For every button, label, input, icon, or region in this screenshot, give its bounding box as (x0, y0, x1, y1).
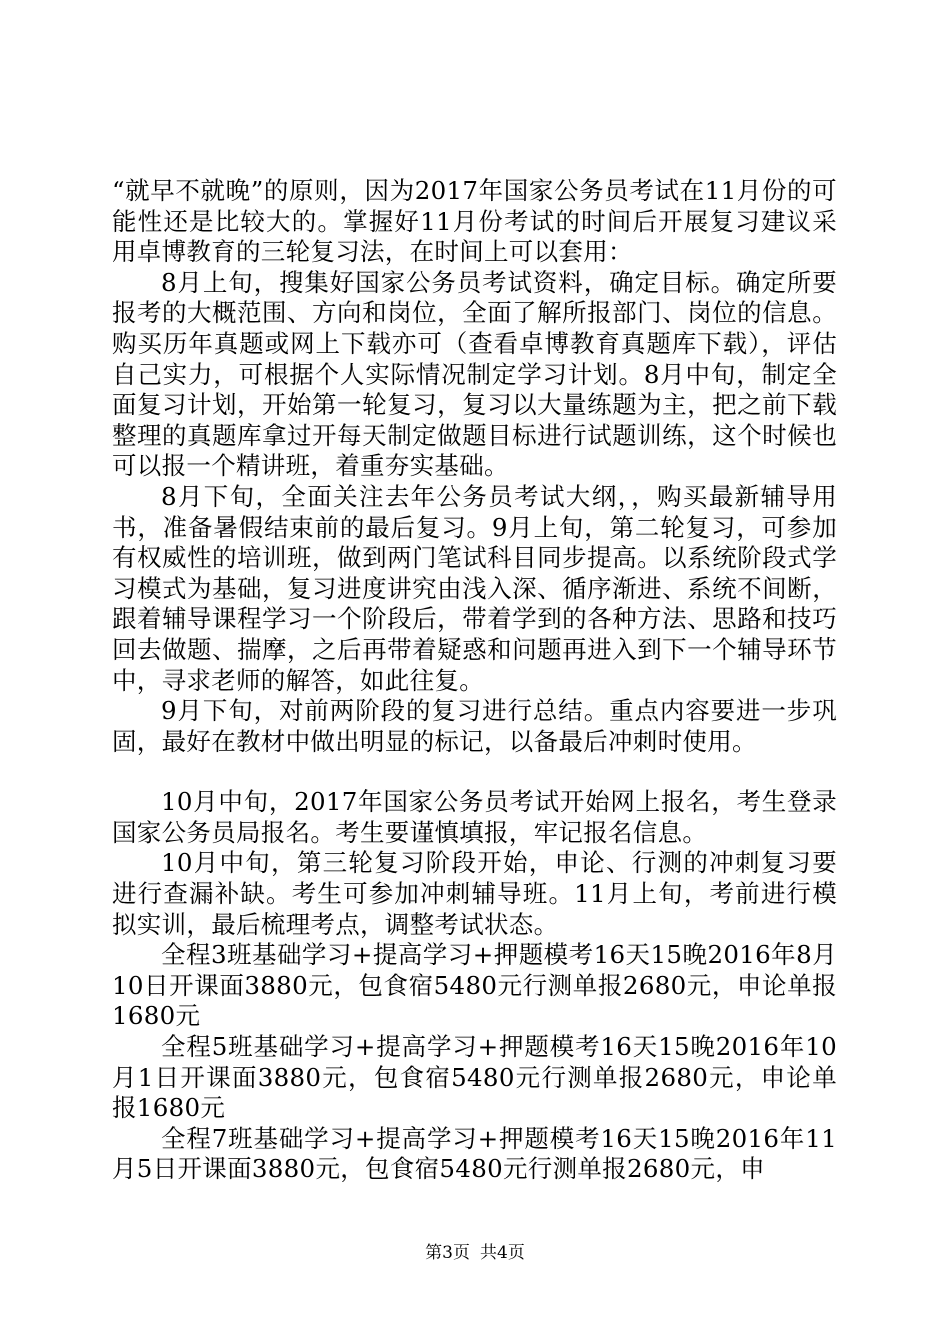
paragraph-gap (112, 757, 837, 787)
page-total: 共4页 (480, 1243, 525, 1263)
paragraph-6: 10月中旬，第三轮复习阶段开始，申论、行测的冲刺复习要进行查漏补缺。考生可参加冲刺辅导班。11月上旬，考前进行模拟实训，最后梳理考点，调整考试状态。 (112, 848, 837, 939)
paragraph-3: 8月下旬，全面关注去年公务员考试大纲，，购买最新辅导用书，准备暑假结束前的最后复习。9月上旬，第二轮复习，可参加有权威性的培训班，做到两门笔试科目同步提高。以系统阶段式学习模式为基础，复习进度讲究由浅入深、循序渐进、系统不间断，跟着辅导课程学习一个阶段后，带着学到的各种方法、思路和技巧回去做题、揣摩，之后再带着疑惑和问题再进入到下一个辅导环节中，寻求老师的解答，如此往复。 (112, 481, 837, 695)
paragraph-9: 全程7班基础学习+提高学习+押题模考16天15晚2016年11月5日开课面3880元，包食宿5480元行测单报2680元，申 (112, 1123, 837, 1184)
paragraph-8: 全程5班基础学习+提高学习+押题模考16天15晚2016年10月1日开课面3880元，包食宿5480元行测单报2680元，申论单报1680元 (112, 1032, 837, 1123)
document-body (112, 176, 837, 1185)
paragraph-4: 9月下旬，对前两阶段的复习进行总结。重点内容要进一步巩固，最好在教材中做出明显的标记，以备最后冲刺时使用。 (112, 696, 837, 756)
paragraph-5: 10月中旬，2017年国家公务员考试开始网上报名，考生登录国家公务员局报名。考生要谨慎填报，牢记报名信息。 (112, 787, 837, 847)
page-number: 第3页 (425, 1243, 470, 1263)
paragraph-1: “就早不就晚”的原则，因为2017年国家公务员考试在11月份的可能性还是比较大的。掌握好11月份考试的时间后开展复习建议采用卓博教育的三轮复习法，在时间上可以套用： (112, 176, 837, 267)
paragraph-7: 全程3班基础学习+提高学习+押题模考16天15晚2016年8月10日开课面3880元，包食宿5480元行测单报2680元，申论单报1680元 (112, 940, 837, 1031)
paragraph-2: 8月上旬，搜集好国家公务员考试资料，确定目标。确定所要报考的大概范围、方向和岗位，全面了解所报部门、岗位的信息。购买历年真题或网上下载亦可（查看卓博教育真题库下载），评估自己实力，可根据个人实际情况制定学习计划。8月中旬，制定全面复习计划，开始第一轮复习，复习以大量练题为主，把之前下载整理的真题库拿过开每天制定做题目标进行试题训练，这个时候也可以报一个精讲班，着重夯实基础。 (112, 267, 837, 481)
page-footer (0, 1242, 950, 1264)
